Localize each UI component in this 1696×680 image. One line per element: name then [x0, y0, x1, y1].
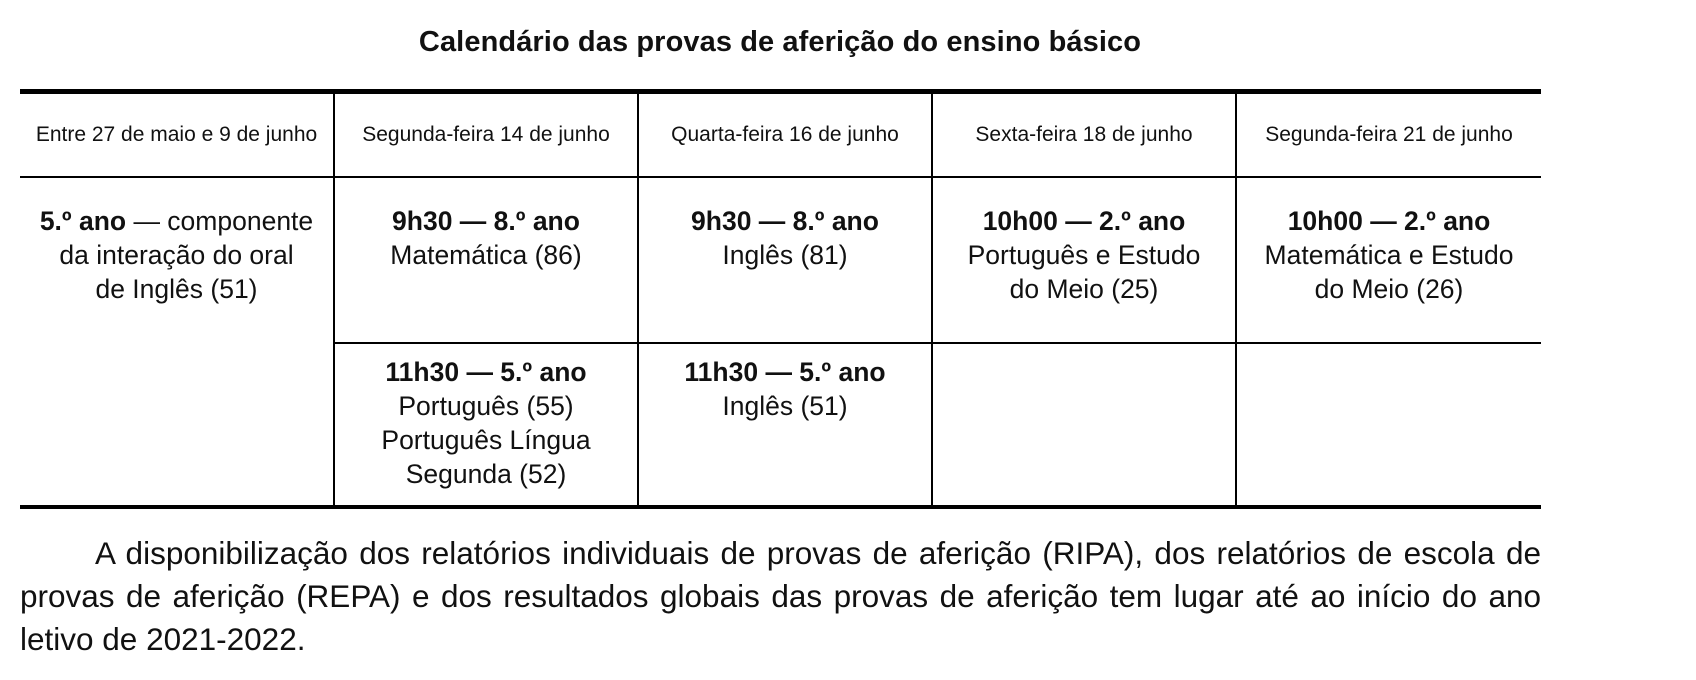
table-header-row	[20, 92, 1541, 178]
header-cell-date: Segunda-feira 14 de junho	[334, 92, 638, 178]
exam-time: 11h30 — 5.º ano	[385, 357, 587, 387]
exam-subject: Matemática (86)	[390, 240, 582, 270]
exam-time: 9h30 — 8.º ano	[392, 206, 580, 236]
header-cell-range: Entre 27 de maio e 9 de junho	[20, 92, 334, 178]
exam-subject: do Meio (26)	[1314, 274, 1464, 304]
cell-text: da interação do oral	[59, 240, 294, 270]
exam-subject: do Meio (25)	[1009, 274, 1159, 304]
exam-cell	[334, 343, 638, 507]
exam-subject: Português (55)	[398, 391, 574, 421]
cell-text: de Inglês (51)	[95, 274, 258, 304]
empty-cell	[932, 343, 1236, 507]
exam-subject: Inglês (81)	[722, 240, 848, 270]
exam-schedule-table	[20, 89, 1541, 509]
results-paragraph: A disponibilização dos relatórios individuais de provas de aferição (RIPA), dos relatórios de escola de provas de aferição (REPA) e dos resultados globais das provas de aferição tem lugar até ao início do ano letivo de 2021-2022.	[20, 534, 1541, 657]
header-cell-date: Segunda-feira 21 de junho	[1236, 92, 1541, 178]
document-title: Calendário das provas de aferição do ensino básico	[418, 26, 1142, 58]
exam-cell	[638, 177, 932, 343]
exam-time: 9h30 — 8.º ano	[691, 206, 879, 236]
table-row	[20, 177, 1541, 343]
exam-subject: Português Língua	[381, 425, 591, 455]
exam-time: 11h30 — 5.º ano	[684, 357, 886, 387]
exam-cell	[334, 177, 638, 343]
exam-cell	[638, 343, 932, 507]
exam-cell	[1236, 177, 1541, 343]
header-cell-date: Sexta-feira 18 de junho	[932, 92, 1236, 178]
exam-time: 10h00 — 2.º ano	[982, 206, 1186, 236]
header-cell-date: Quarta-feira 16 de junho	[638, 92, 932, 178]
exam-subject: Inglês (51)	[722, 391, 848, 421]
exam-cell	[932, 177, 1236, 343]
empty-cell	[1236, 343, 1541, 507]
oral-component-cell	[20, 177, 334, 507]
cell-bold-label: 5.º ano	[39, 206, 127, 236]
exam-subject: Matemática e Estudo	[1264, 240, 1514, 270]
exam-subject: Português e Estudo	[967, 240, 1201, 270]
exam-time: 10h00 — 2.º ano	[1287, 206, 1491, 236]
cell-text: — componente	[126, 206, 314, 236]
exam-subject: Segunda (52)	[405, 459, 567, 489]
